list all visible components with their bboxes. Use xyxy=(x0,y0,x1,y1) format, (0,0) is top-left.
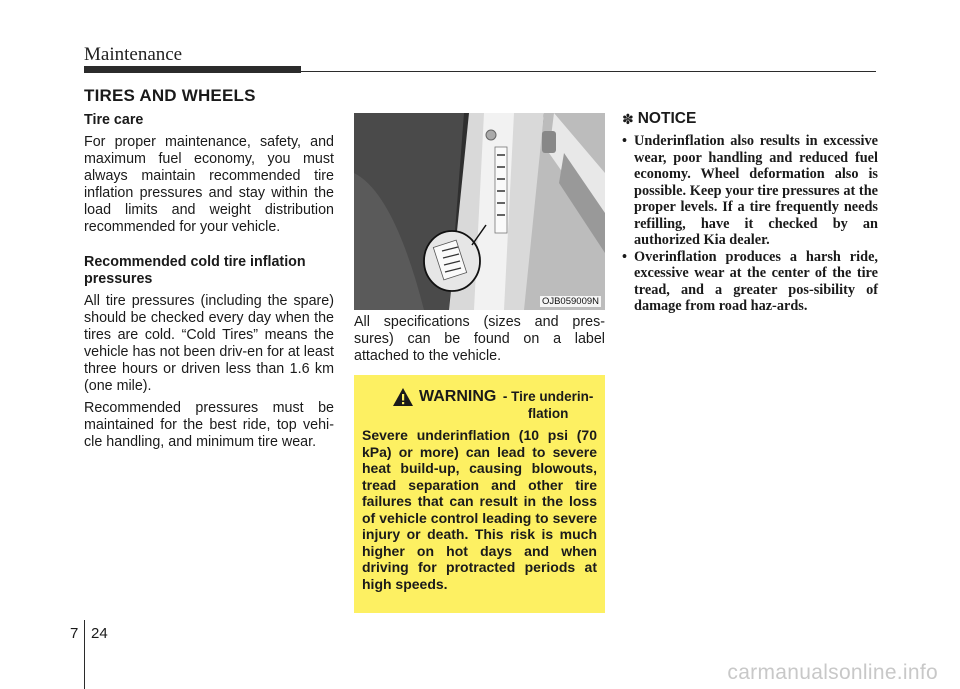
notice-title: NOTICE xyxy=(637,110,697,127)
tire-care-heading: Tire care xyxy=(84,112,144,128)
notice-block xyxy=(622,110,878,315)
warning-word: WARNING xyxy=(419,388,497,405)
footer-divider xyxy=(84,620,85,689)
warning-subtitle: - Tire underin-flation xyxy=(502,389,594,421)
warning-box xyxy=(354,375,605,613)
pressures-text-1: All tire pressures (including the spare) should be checked every day when the tires are cold. “Cold Tires” means the vehicle has not been driv-en for at least three hours or driven less than 1.6 km (one mile). xyxy=(84,293,334,394)
header-rule-thin xyxy=(301,71,876,72)
tire-care-intro: For proper maintenance, safety, and maximum fuel economy, you must always maintain recommended tire inflation pressures and stay within the load limits and weight distribution recommended for your vehicle. xyxy=(84,134,334,235)
figure-caption: All specifications (sizes and pres-sures) can be found on a label attached to the vehicle. xyxy=(354,314,605,364)
notice-header xyxy=(622,110,878,128)
notice-asterisk-icon: ✽ xyxy=(622,110,634,127)
page-number: 24 xyxy=(91,625,108,642)
pressures-heading: Recommended cold tire inflation pressures xyxy=(84,254,306,287)
warning-header xyxy=(362,388,597,422)
notice-item: • Overinflation produces a harsh ride, excessive wear at the center of the tire tread, and a greater pos-sibility of damage from road haz-ards. xyxy=(622,248,878,314)
header-rule-thick xyxy=(84,66,301,73)
notice-item: • Underinflation also results in excessive wear, poor handling and reduced fuel economy. Wheel deformation also is possible. Keep your tire pressures at the proper levels. If a tire frequently needs refilling, have it checked by an authorized Kia dealer. xyxy=(622,133,878,248)
warning-triangle-icon xyxy=(392,387,414,407)
warning-body: Severe underinflation (10 psi (70 kPa) or more) can lead to severe heat build-up, causing blowouts, tread separation and other tire failures that can result in the loss of vehicle control leading to severe injury or death. This risk is much higher on hot days and when driving for protracted periods at high speeds. xyxy=(362,427,597,592)
figure-code: OJB059009N xyxy=(541,296,599,307)
door-pillar-illustration xyxy=(354,113,605,310)
tire-care-column xyxy=(84,112,334,451)
running-head: Maintenance xyxy=(84,44,183,65)
pressures-text-2: Recommended pressures must be maintained for the best ride, top vehi-cle handling, and minimum tire wear. xyxy=(84,400,334,450)
section-title: TIRES AND WHEELS xyxy=(84,86,256,105)
watermark: carmanualsonline.info xyxy=(727,661,938,684)
door-pillar-photo xyxy=(354,113,605,310)
chapter-number: 7 xyxy=(70,625,79,642)
